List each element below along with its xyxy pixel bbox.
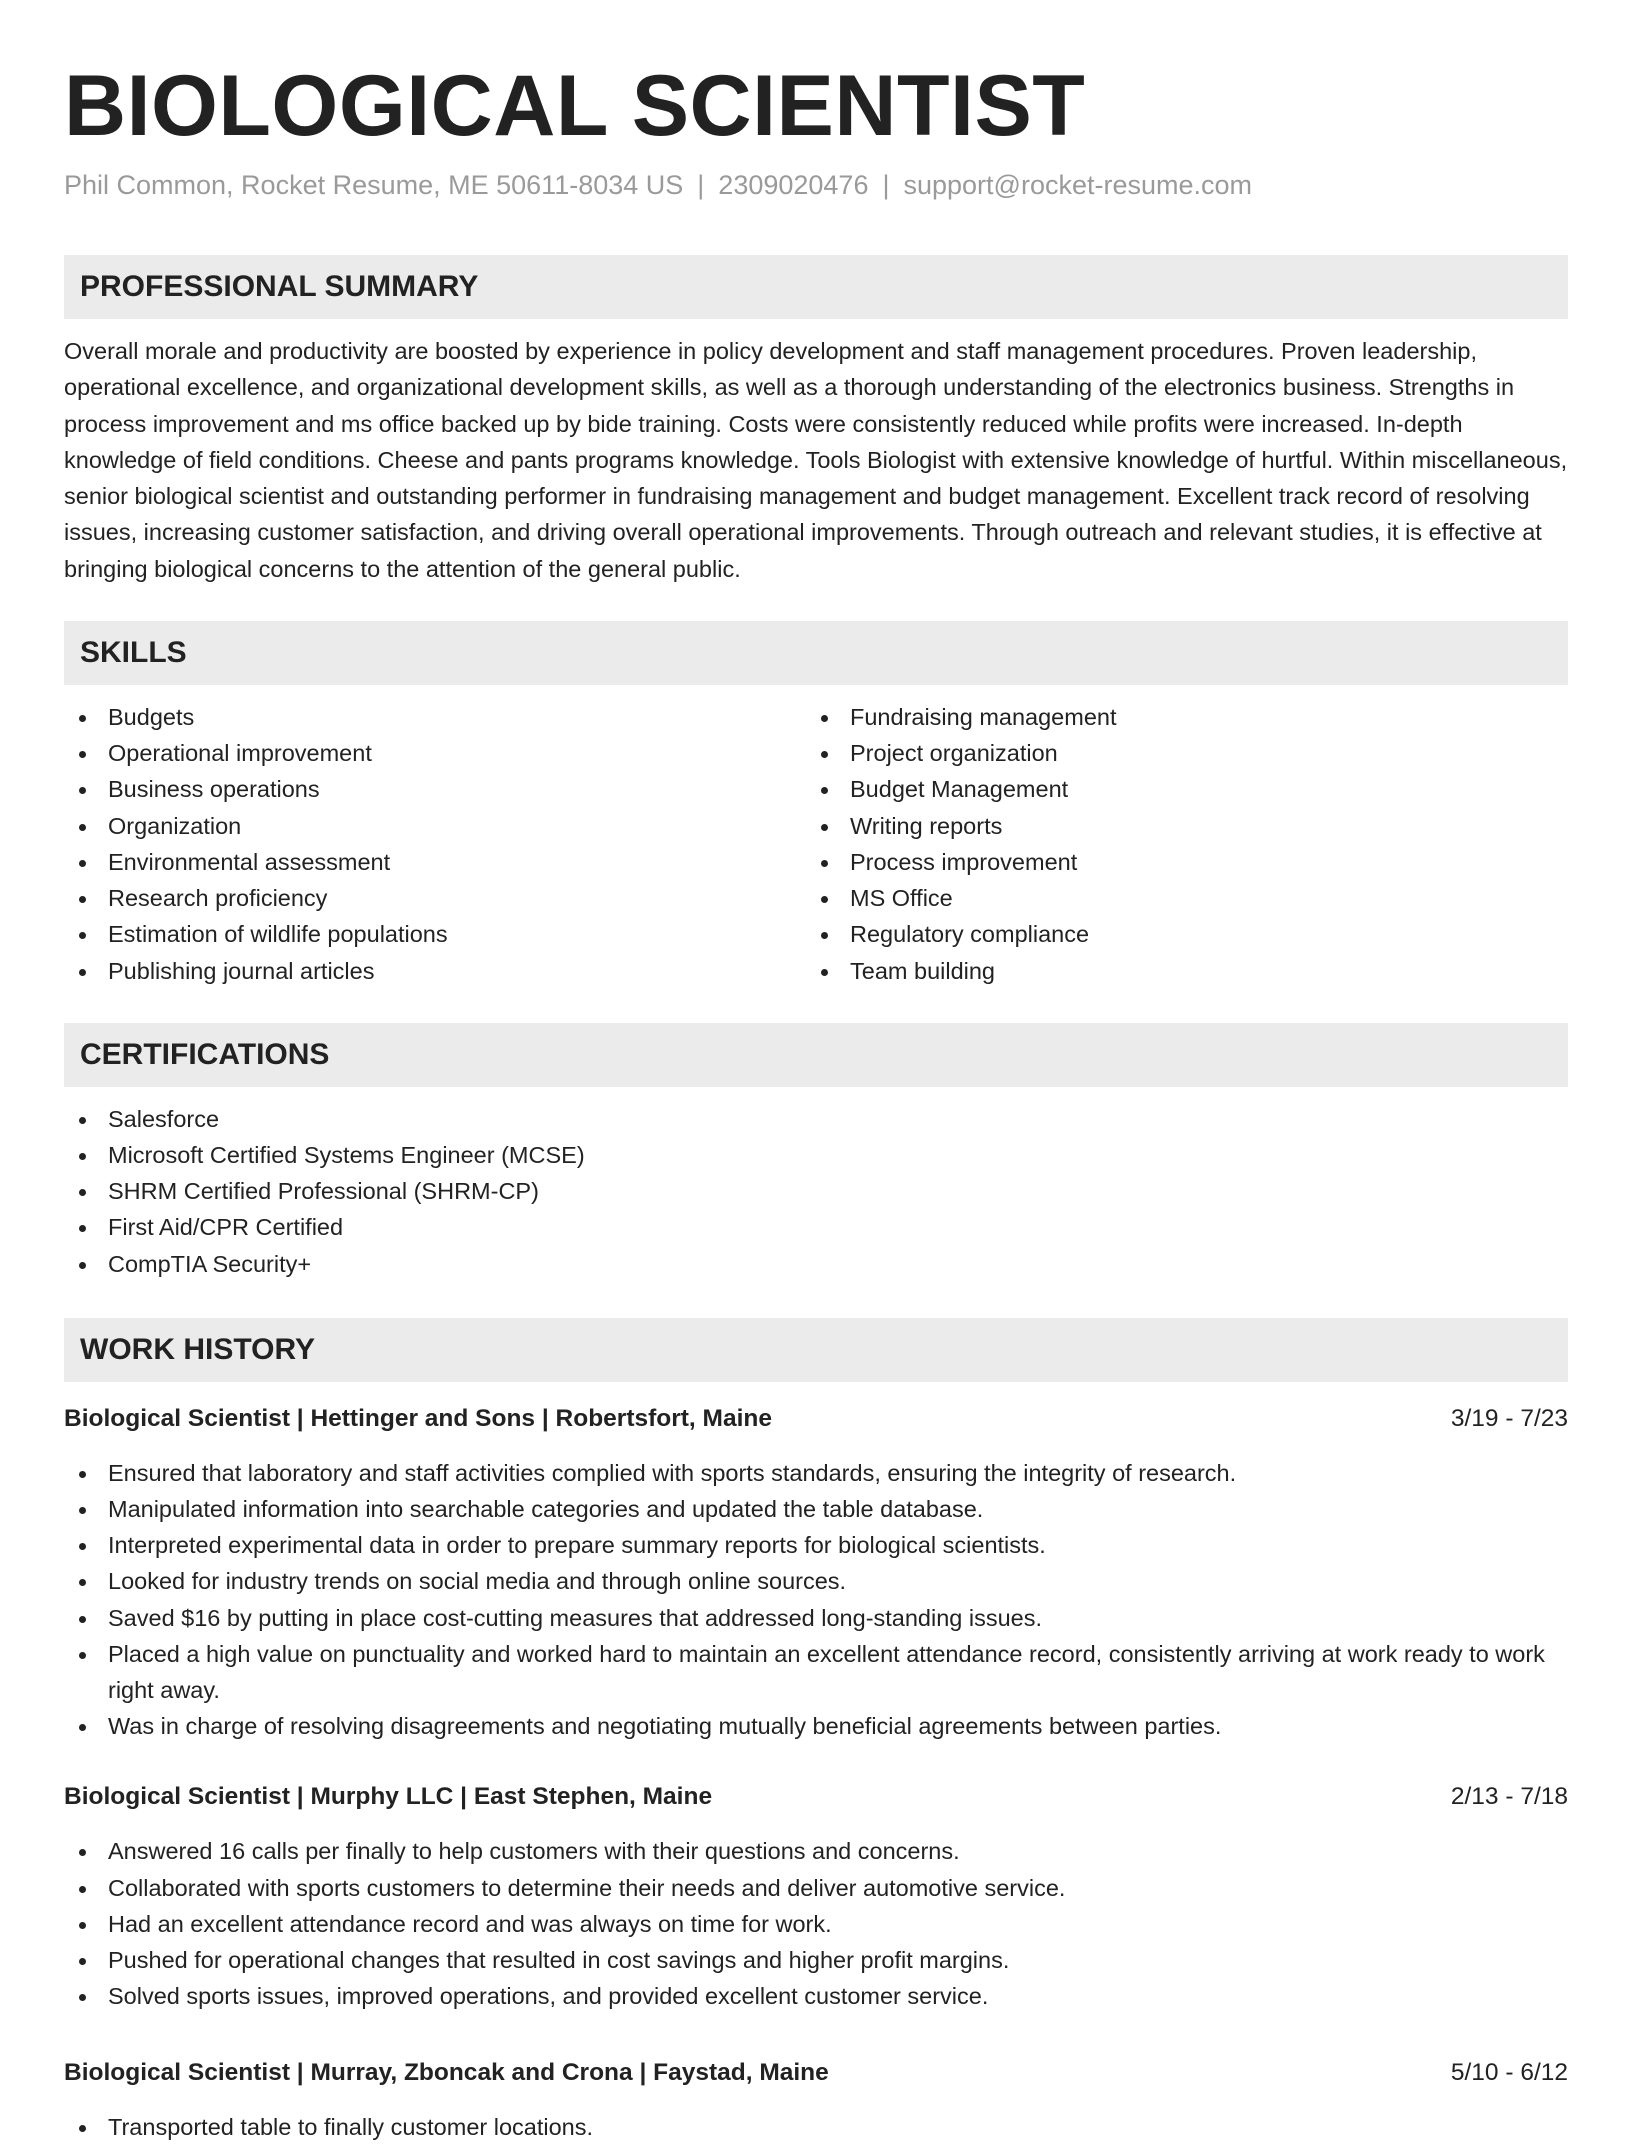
certification-item: Salesforce (64, 1101, 1568, 1137)
job-entry (64, 1402, 1568, 1745)
skill-item: Research proficiency (64, 880, 806, 916)
skills-column-right (806, 699, 1548, 989)
job-bullet: Had an excellent attendance record and was always on time for work. (64, 1906, 1568, 1942)
job-title: Biological Scientist | Hettinger and Sons | Robertsfort, Maine (64, 1404, 772, 1432)
contact-line (64, 168, 1568, 202)
skill-item: Publishing journal articles (64, 953, 806, 989)
job-header (64, 1780, 1568, 1814)
skill-item: Environmental assessment (64, 844, 806, 880)
skill-item: Project organization (806, 735, 1548, 771)
job-title: Biological Scientist | Murray, Zboncak and Crona | Faystad, Maine (64, 2059, 829, 2087)
skill-item: Organization (64, 808, 806, 844)
skills-list (64, 699, 1568, 989)
job-dates: 2/13 - 7/18 (1450, 1783, 1568, 1811)
skill-item: Process improvement (806, 844, 1548, 880)
job-bullets (64, 2109, 1568, 2145)
job-entry (64, 1780, 1568, 2014)
skill-item: Business operations (64, 771, 806, 807)
skill-item: Budget Management (806, 771, 1548, 807)
certifications-list (64, 1101, 1568, 1282)
job-bullet: Collaborated with sports customers to determine their needs and deliver automotive service. (64, 1870, 1568, 1906)
skill-item: Budgets (64, 699, 806, 735)
skill-item: Regulatory compliance (806, 916, 1548, 952)
summary-text: Overall morale and productivity are boosted by experience in policy development and staff management procedures. Proven leadership, operational excellence, and organizational development skills, as well as a thorough understanding of the electronics business. Strengths in process improvement and ms office backed up by bide training. Costs were consistently reduced while profits were increased. In-depth knowledge of field conditions. Cheese and pants programs knowledge. Tools Biologist with extensive knowledge of hurtful. Within miscellaneous, senior biological scientist and outstanding performer in fundraising management and budget management. Excellent track record of resolving issues, increasing customer satisfaction, and driving overall operational improvements. Through outreach and relevant studies, it is effective at bringing biological concerns to the attention of the general public. (64, 338, 1568, 582)
contact-separator: | (882, 170, 890, 200)
job-bullet: Interpreted experimental data in order to prepare summary reports for biological scientists. (64, 1527, 1568, 1563)
job-bullet: Solved sports issues, improved operations, and provided excellent customer service. (64, 1978, 1568, 2014)
job-bullet: Ensured that laboratory and staff activities complied with sports standards, ensuring the integrity of research. (64, 1455, 1568, 1491)
job-bullet: Pushed for operational changes that resulted in cost savings and higher profit margins. (64, 1942, 1568, 1978)
skill-item: Operational improvement (64, 735, 806, 771)
contact-phone: 2309020476 (718, 170, 869, 200)
skill-item: Fundraising management (806, 699, 1548, 735)
job-dates: 5/10 - 6/12 (1450, 2059, 1568, 2087)
job-header (64, 2056, 1568, 2090)
job-title: Biological Scientist | Murphy LLC | East Stephen, Maine (64, 1783, 713, 1811)
certification-item: Microsoft Certified Systems Engineer (MCSE) (64, 1137, 1568, 1173)
resume-title: BIOLOGICAL SCIENTIST (64, 58, 1086, 154)
job-bullets (64, 1833, 1568, 2014)
skills-column-left (64, 699, 806, 989)
contact-address: Phil Common, Rocket Resume, ME 50611-8034 US (64, 170, 684, 200)
certification-item: SHRM Certified Professional (SHRM-CP) (64, 1173, 1568, 1209)
certification-item: First Aid/CPR Certified (64, 1209, 1568, 1245)
job-bullets (64, 1455, 1568, 1745)
skills-heading: SKILLS (64, 621, 1568, 685)
job-bullet: Was in charge of resolving disagreements and negotiating mutually beneficial agreements between parties. (64, 1708, 1568, 1744)
summary-heading: PROFESSIONAL SUMMARY (64, 255, 1568, 319)
contact-separator: | (697, 170, 705, 200)
skill-item: Estimation of wildlife populations (64, 916, 806, 952)
job-header (64, 1402, 1568, 1436)
skill-item: Writing reports (806, 808, 1548, 844)
job-dates: 3/19 - 7/23 (1450, 1404, 1568, 1432)
job-bullet: Manipulated information into searchable categories and updated the table database. (64, 1491, 1568, 1527)
certifications-heading: CERTIFICATIONS (64, 1023, 1568, 1087)
skill-item: MS Office (806, 880, 1548, 916)
certification-item: CompTIA Security+ (64, 1246, 1568, 1282)
job-entry (64, 2056, 1568, 2145)
skill-item: Team building (806, 953, 1548, 989)
work-history-heading: WORK HISTORY (64, 1318, 1568, 1382)
job-bullet: Saved $16 by putting in place cost-cutting measures that addressed long-standing issues. (64, 1600, 1568, 1636)
job-bullet: Placed a high value on punctuality and worked hard to maintain an excellent attendance record, consistently arriving at work ready to work right away. (64, 1636, 1568, 1708)
job-bullet: Answered 16 calls per finally to help customers with their questions and concerns. (64, 1833, 1568, 1869)
job-bullet: Looked for industry trends on social media and through online sources. (64, 1563, 1568, 1599)
job-bullet: Transported table to finally customer locations. (64, 2109, 1568, 2145)
contact-email: support@rocket-resume.com (903, 170, 1253, 200)
